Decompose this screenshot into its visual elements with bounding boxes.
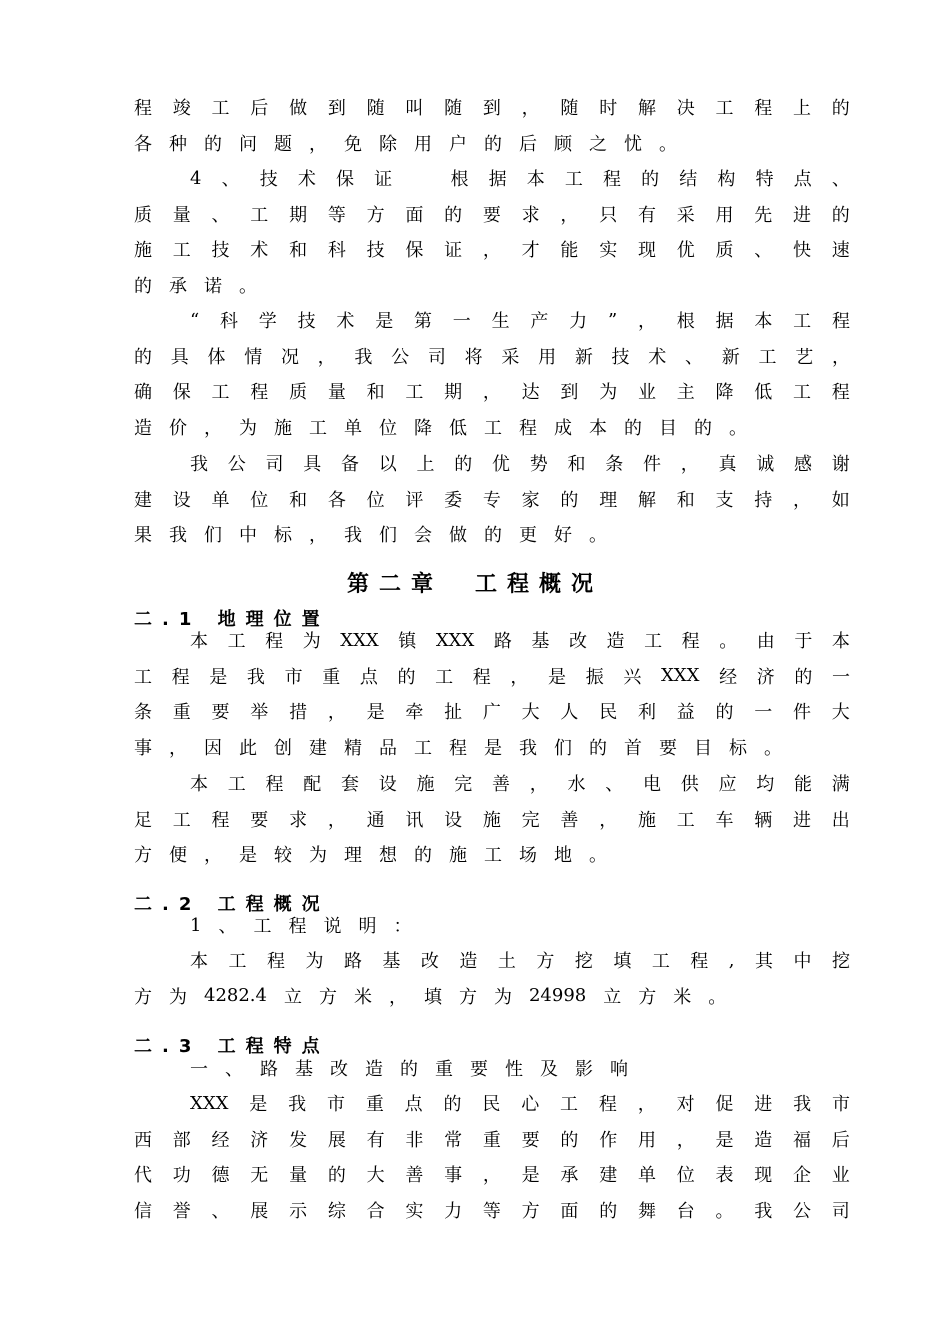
text-line: 1 、 工 程 说 明 ： bbox=[190, 914, 412, 937]
text-line: “ 科 学 技 术 是 第 一 生 产 力 ” ， 根 据 本 工 程 bbox=[190, 309, 850, 332]
text-line: 代 功 德 无 量 的 大 善 事 ， 是 承 建 单 位 表 现 企 业 bbox=[134, 1165, 850, 1187]
text-line: 本 工 程 为 路 基 改 造 土 方 挖 填 工 程 , 其 中 挖 bbox=[190, 949, 850, 972]
text-line: 一 、 路 基 改 造 的 重 要 性 及 影 响 bbox=[190, 1059, 628, 1080]
text-line: XXX 是 我 市 重 点 的 民 心 工 程 ， 对 促 进 我 市 bbox=[190, 1092, 850, 1115]
text-line: 足 工 程 要 求 ， 通 讯 设 施 完 善 ， 施 工 车 辆 进 出 bbox=[134, 809, 850, 831]
text-line: 方 为 4282.4 立 方 米 ， 填 方 为 24998 立 方 米 。 bbox=[134, 985, 727, 1008]
text-line: 我 公 司 具 备 以 上 的 优 势 和 条 件 ， 真 诚 感 谢 bbox=[190, 454, 850, 475]
section-heading-location: 二.1 地理位置 bbox=[134, 609, 330, 630]
section-heading-overview: 二.2 工程概况 bbox=[134, 894, 330, 915]
text-line: 事 ， 因 此 创 建 精 品 工 程 是 我 们 的 首 要 目 标 。 bbox=[134, 738, 782, 760]
text-line: 方 便 ， 是 较 为 理 想 的 施 工 场 地 。 bbox=[134, 845, 607, 867]
text-line: 本 工 程 配 套 设 施 完 善 ， 水 、 电 供 应 均 能 满 bbox=[190, 774, 850, 795]
text-line: 各 种 的 问 题 ， 免 除 用 户 的 后 顾 之 忧 。 bbox=[134, 133, 677, 155]
text-line: 西 部 经 济 发 展 有 非 常 重 要 的 作 用 ， 是 造 福 后 bbox=[134, 1129, 850, 1151]
text-line: 造 价 ， 为 施 工 单 位 降 低 工 程 成 本 的 目 的 。 bbox=[134, 418, 747, 440]
text-line: 信 誉 、 展 示 综 合 实 力 等 方 面 的 舞 台 。 我 公 司 bbox=[134, 1201, 850, 1223]
text-line: 质 量 、 工 期 等 方 面 的 要 求 ， 只 有 采 用 先 进 的 bbox=[134, 204, 850, 226]
section-heading-features: 二.3 工程特点 bbox=[134, 1036, 330, 1057]
text-line: 工 程 是 我 市 重 点 的 工 程 ， 是 振 兴 XXX 经 济 的 一 bbox=[134, 665, 850, 688]
text-line: 的 具 体 情 况 ， 我 公 司 将 采 用 新 技 术 、 新 工 艺 ， bbox=[134, 346, 850, 368]
text-line: 果 我 们 中 标 ， 我 们 会 做 的 更 好 。 bbox=[134, 525, 607, 547]
text-line: 4 、 技 术 保 证 根 据 本 工 程 的 结 构 特 点 、 bbox=[190, 167, 850, 190]
text-line: 建 设 单 位 和 各 位 评 委 专 家 的 理 解 和 支 持 ， 如 bbox=[134, 489, 850, 511]
text-line: 本 工 程 为 XXX 镇 XXX 路 基 改 造 工 程 。 由 于 本 bbox=[190, 629, 850, 652]
text-line: 程 竣 工 后 做 到 随 叫 随 到 ， 随 时 解 决 工 程 上 的 bbox=[134, 98, 850, 119]
chapter-title: 第二章 工程概况 bbox=[346, 572, 603, 597]
text-line: 确 保 工 程 质 量 和 工 期 ， 达 到 为 业 主 降 低 工 程 bbox=[134, 382, 850, 404]
text-line: 条 重 要 举 措 ， 是 牵 扯 广 大 人 民 利 益 的 一 件 大 bbox=[134, 702, 850, 724]
text-line: 的 承 诺 。 bbox=[134, 276, 257, 298]
text-line: 施 工 技 术 和 科 技 保 证 ， 才 能 实 现 优 质 、 快 速 bbox=[134, 240, 850, 262]
